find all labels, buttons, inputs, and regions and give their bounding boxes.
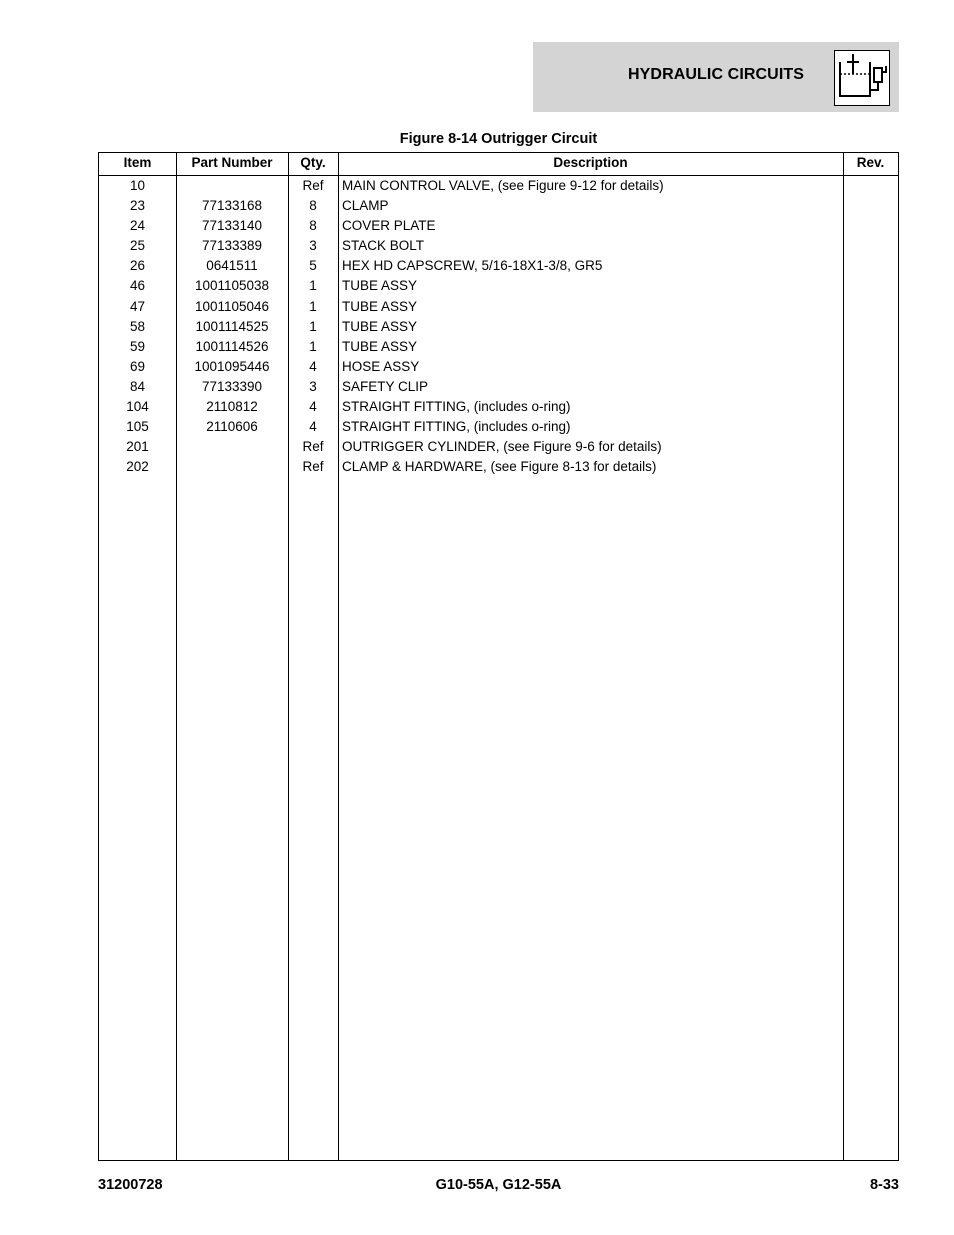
hydraulic-reservoir-icon <box>834 50 890 106</box>
table-row <box>99 436 898 456</box>
description: STACK BOLT <box>342 238 425 254</box>
item-number: 25 <box>129 238 146 254</box>
part-number: 1001105046 <box>194 298 270 314</box>
part-number: 77133168 <box>201 198 263 214</box>
description: SAFETY CLIP <box>342 378 429 394</box>
table-row <box>99 396 898 416</box>
quantity: 5 <box>309 258 317 274</box>
table-row <box>99 235 898 255</box>
item-number: 69 <box>129 358 146 374</box>
description: MAIN CONTROL VALVE, (see Figure 9-12 for details) <box>342 178 664 193</box>
quantity: Ref <box>302 178 324 193</box>
column-header-description: Description <box>553 155 628 170</box>
table-row <box>99 255 898 275</box>
description: HOSE ASSY <box>342 358 420 374</box>
table-row <box>99 416 898 436</box>
item-number: 26 <box>129 258 146 274</box>
table-row <box>99 316 898 336</box>
item-number: 24 <box>129 218 146 234</box>
quantity: 1 <box>309 318 317 334</box>
description: TUBE ASSY <box>342 318 418 334</box>
quantity: 8 <box>309 218 317 234</box>
item-number: 105 <box>126 419 149 435</box>
item-number: 201 <box>126 439 149 455</box>
table-row <box>99 456 898 476</box>
description: TUBE ASSY <box>342 338 418 354</box>
document-number: 31200728 <box>98 1177 163 1193</box>
table-row <box>99 376 898 396</box>
description: COVER PLATE <box>342 218 436 234</box>
section-header <box>533 42 899 112</box>
item-number: 84 <box>129 378 146 394</box>
quantity: 1 <box>309 278 317 294</box>
column-header-part-number: Part Number <box>191 155 273 170</box>
item-number: 10 <box>129 178 146 193</box>
model-numbers: G10-55A, G12-55A <box>435 1177 562 1193</box>
column-header-item: Item <box>123 155 152 170</box>
part-number: 77133140 <box>201 218 263 234</box>
parts-table <box>98 152 899 1161</box>
quantity: 3 <box>309 238 317 254</box>
item-number: 59 <box>129 338 146 354</box>
column-header-qty: Qty. <box>300 155 326 170</box>
description: TUBE ASSY <box>342 278 418 294</box>
part-number: 2110812 <box>206 399 258 415</box>
description: OUTRIGGER CYLINDER, (see Figure 9-6 for details) <box>342 439 662 455</box>
table-row <box>99 275 898 295</box>
part-number: 1001114526 <box>195 338 269 354</box>
table-row <box>99 215 898 235</box>
description: CLAMP & HARDWARE, (see Figure 8-13 for details) <box>342 459 657 475</box>
description: HEX HD CAPSCREW, 5/16-18X1-3/8, GR5 <box>342 258 603 274</box>
quantity: 4 <box>309 358 317 374</box>
table-row <box>99 336 898 356</box>
item-number: 202 <box>126 459 149 475</box>
item-number: 23 <box>129 198 146 214</box>
part-number: 77133389 <box>201 238 263 254</box>
figure-title: Figure 8-14 Outrigger Circuit <box>399 131 598 147</box>
description: TUBE ASSY <box>342 298 418 314</box>
quantity: 4 <box>309 419 317 435</box>
quantity: Ref <box>302 459 324 475</box>
part-number: 0641511 <box>206 258 258 274</box>
quantity: 4 <box>309 399 317 415</box>
description: STRAIGHT FITTING, (includes o-ring) <box>342 419 571 435</box>
item-number: 47 <box>129 298 146 314</box>
quantity: 3 <box>309 378 317 394</box>
part-number: 77133390 <box>201 378 263 394</box>
column-header-rev: Rev. <box>856 155 885 170</box>
table-body <box>99 175 898 476</box>
page-number: 8-33 <box>869 1177 899 1193</box>
quantity: 8 <box>309 198 317 214</box>
quantity: 1 <box>309 298 317 314</box>
section-title: HYDRAULIC CIRCUITS <box>628 66 805 83</box>
table-row <box>99 356 898 376</box>
description: CLAMP <box>342 198 389 214</box>
description: STRAIGHT FITTING, (includes o-ring) <box>342 399 571 415</box>
part-number: 1001095446 <box>194 358 270 374</box>
table-row <box>99 195 898 215</box>
quantity: Ref <box>302 439 324 455</box>
part-number: 1001114525 <box>195 318 269 334</box>
part-number: 2110606 <box>206 419 258 435</box>
item-number: 58 <box>129 318 146 334</box>
part-number: 1001105038 <box>194 278 270 294</box>
item-number: 46 <box>129 278 146 294</box>
table-row <box>99 296 898 316</box>
table-row <box>99 175 898 195</box>
quantity: 1 <box>309 338 317 354</box>
item-number: 104 <box>126 399 149 415</box>
